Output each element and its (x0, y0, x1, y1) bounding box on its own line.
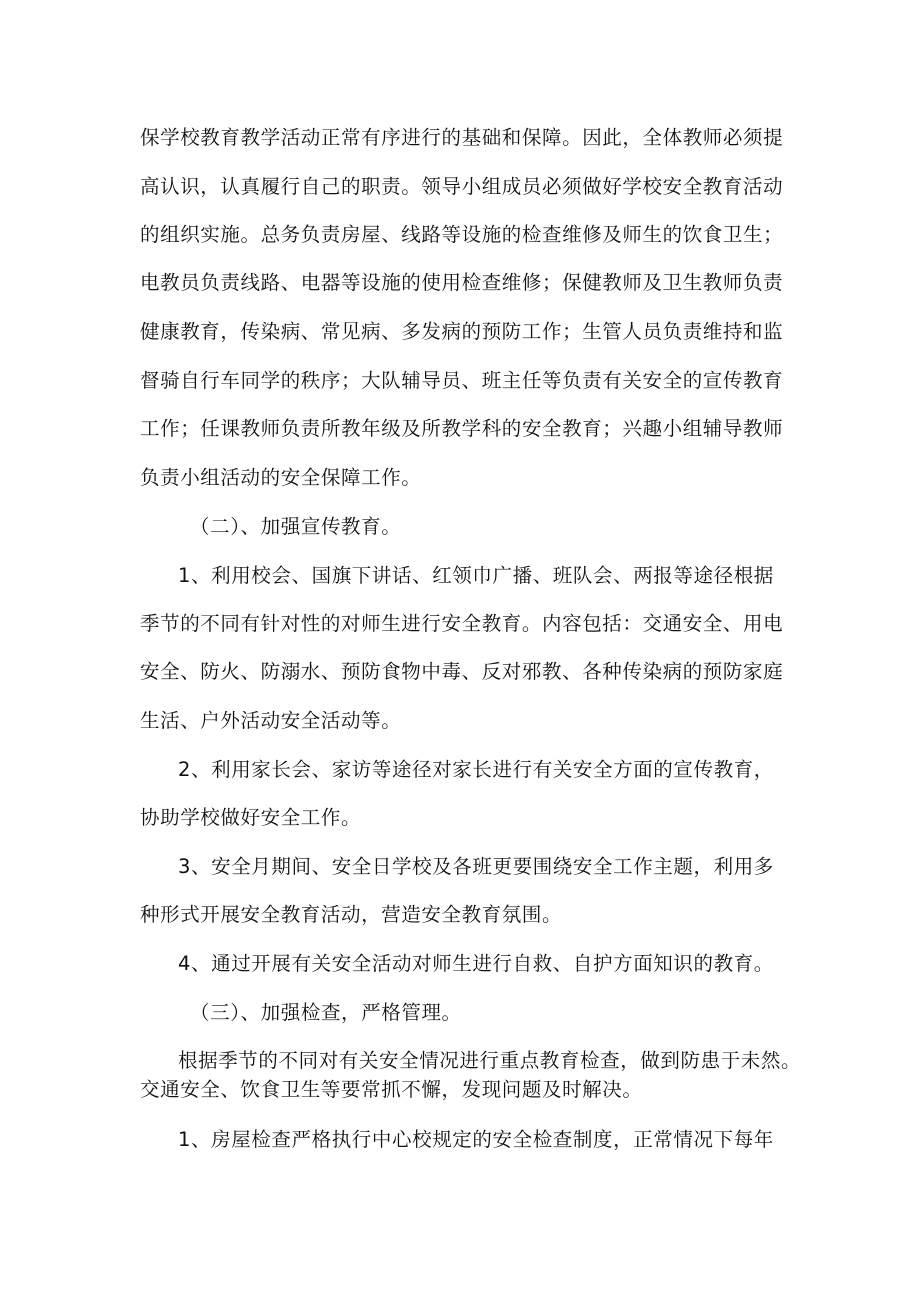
paragraph-line: 电教员负责线路、电器等设施的使用检查维修；保健教师及卫生教师负责 (140, 271, 784, 294)
paragraph-line: 3、安全月期间、安全日学校及各班更要围绕安全工作主题，利用多 (178, 855, 774, 878)
paragraph-line: 的组织实施。总务负责房屋、线路等设施的检查维修及师生的饮食卫生； (140, 223, 784, 246)
paragraph-line: 生活、户外活动安全活动等。 (140, 709, 402, 732)
paragraph-line: 保学校教育教学活动正常有序进行的基础和保障。因此，全体教师必须提 (140, 126, 784, 149)
paragraph-line: 1、房屋检查严格执行中心校规定的安全检查制度，正常情况下每年 (178, 1128, 774, 1151)
section-heading: （二）、加强宣传教育。 (190, 515, 402, 538)
paragraph-line: 根据季节的不同对有关安全情况进行重点教育检查，做到防患于未然。 (178, 1049, 802, 1072)
paragraph-line: 季节的不同有针对性的对师生进行安全教育。内容包括：交通安全、用电 (140, 612, 784, 635)
paragraph-line: 种形式开展安全教育活动，营造安全教育氛围。 (140, 903, 563, 926)
paragraph-line: 4、通过开展有关安全活动对师生进行自救、自护方面知识的教育。 (178, 952, 774, 975)
paragraph-line: 督骑自行车同学的秩序；大队辅导员、班主任等负责有关安全的宣传教育 (140, 369, 784, 392)
paragraph-line: 安全、防火、防溺水、预防食物中毒、反对邪教、各种传染病的预防家庭 (140, 660, 784, 683)
paragraph-line: 工作；任课教师负责所教年级及所教学科的安全教育；兴趣小组辅导教师 (140, 417, 784, 440)
paragraph-line: 协助学校做好安全工作。 (140, 806, 362, 829)
paragraph-line: 负责小组活动的安全保障工作。 (140, 466, 422, 489)
paragraph-line: 1、利用校会、国旗下讲话、红领巾广播、班队会、两报等途径根据 (178, 564, 774, 587)
paragraph-line: 交通安全、饮食卫生等要常抓不懈，发现问题及时解决。 (140, 1078, 643, 1101)
section-heading: （三）、加强检查，严格管理。 (190, 1001, 462, 1024)
paragraph-line: 2、利用家长会、家访等途径对家长进行有关安全方面的宣传教育， (178, 758, 774, 781)
paragraph-line: 高认识，认真履行自己的职责。领导小组成员必须做好学校安全教育活动 (140, 175, 784, 198)
paragraph-line: 健康教育，传染病、常见病、多发病的预防工作；生管人员负责维持和监 (140, 320, 784, 343)
